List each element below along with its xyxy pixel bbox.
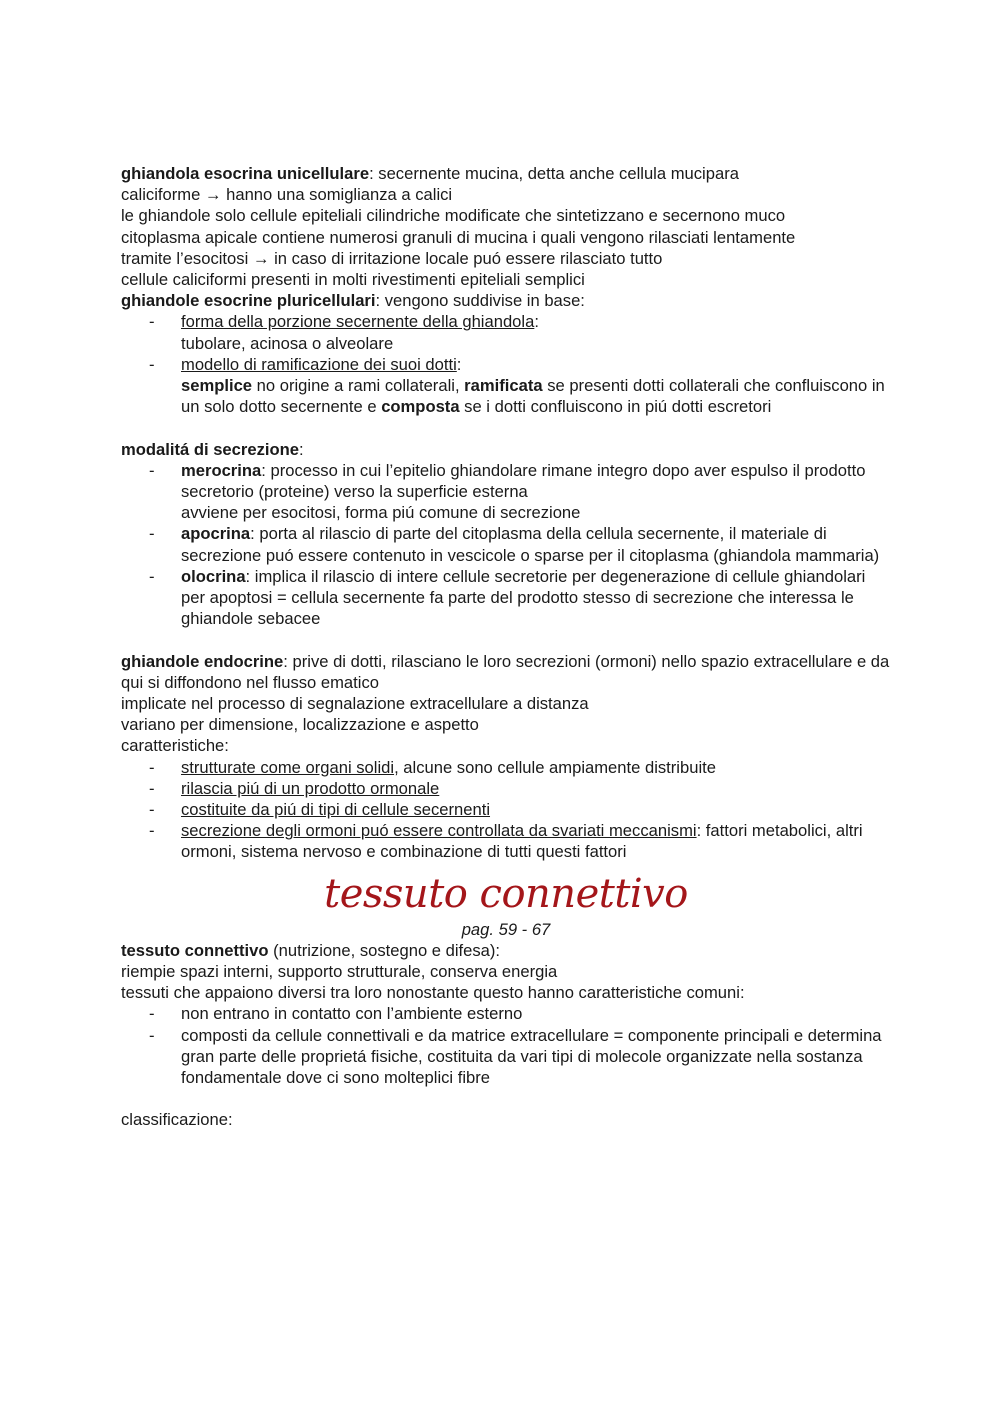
text-line: variano per dimensione, localizzazione e aspetto — [121, 715, 479, 735]
text-line: cellule caliciformi presenti in molti rivestimenti epiteliali semplici — [121, 270, 585, 290]
pluricellular-paragraph: ghiandole esocrine pluricellulari: vengono suddivise in base: — [121, 291, 585, 311]
secretion-heading: modalitá di secrezione: — [121, 439, 304, 459]
classification-label: classificazione: — [121, 1110, 233, 1130]
unicellular-term: ghiandola esocrina unicellulare — [121, 164, 370, 183]
page-reference: pag. 59 - 67 — [461, 919, 551, 939]
text-line: implicate nel processo di segnalazione extracellulare a distanza — [121, 694, 589, 714]
list-item: - apocrina: porta al rilascio di parte del citoplasma della cellula secernente, il materiale di secrezione puó essere contenuto in vescicole o sparse per il citoplasma (ghiandola mammaria) — [121, 523, 891, 565]
list-item: - rilascia piú di un prodotto ormonale — [121, 778, 891, 799]
secretion-list — [121, 460, 891, 630]
connective-term: tessuto connettivo — [121, 940, 269, 960]
text-line: tessuti che appaiono diversi tra loro nonostante questo hanno caratteristiche comuni: — [121, 983, 745, 1003]
list-item: - olocrina: implica il rilascio di intere cellule secretorie per degenerazione di cellule ghiandolari per apoptosi = cellula secernente fa parte del prodotto stesso di secrezione che interessa le ghiandole sebacee — [121, 566, 891, 630]
connective-paragraph: tessuto connettivo (nutrizione, sostegno e difesa): — [121, 940, 501, 960]
text-line: citoplasma apicale contiene numerosi granuli di mucina i quali vengono rilasciati lentamente — [121, 227, 796, 247]
text-line: le ghiandole solo cellule epiteliali cilindriche modificate che sintetizzano e secernono muco — [121, 206, 786, 226]
list-item: - merocrina: processo in cui l’epitelio ghiandolare rimane integro dopo aver espulso il prodotto secretorio (proteine) verso la superficie esterna avviene per esocitosi, forma piú comune di secrezione — [121, 460, 891, 524]
endocrine-list — [121, 757, 891, 863]
list-item: - non entrano in contatto con l’ambiente esterno — [121, 1003, 891, 1024]
pluricellular-list — [121, 311, 891, 417]
unicellular-paragraph: ghiandola esocrina unicellulare: secernente mucina, detta anche cellula mucipara caliciforme → hanno una somiglianza a calici — [121, 164, 739, 205]
document-page — [121, 163, 891, 1131]
text-line: riempie spazi interni, supporto strutturale, conserva energia — [121, 962, 558, 982]
endocrine-term: ghiandole endocrine — [121, 651, 284, 671]
connective-list — [121, 1003, 891, 1088]
text-line: caratteristiche: — [121, 736, 229, 756]
list-item: - strutturate come organi solidi, alcune sono cellule ampiamente distribuite — [121, 757, 891, 778]
list-item: - composti da cellule connettivali e da matrice extracellulare = componente principali e determina gran parte delle proprietá fisiche, costituita da vari tipi di molecole organizzate nella sostanza fondamentale dove ci sono molteplici fibre — [121, 1025, 891, 1089]
list-item: - costituite da piú di tipi di cellule secernenti — [121, 799, 891, 820]
list-item: - forma della porzione secernente della ghiandola: tubolare, acinosa o alveolare — [121, 311, 891, 353]
pluricellular-term: ghiandole esocrine pluricellulari — [121, 291, 376, 311]
section-title: tessuto connettivo — [324, 870, 688, 917]
list-item: - secrezione degli ormoni puó essere controllata da svariati meccanismi: fattori metabolici, altri ormoni, sistema nervoso e combinazione di tutti questi fattori — [121, 820, 891, 862]
list-item: - modello di ramificazione dei suoi dotti: semplice no origine a rami collaterali, ramificata se presenti dotti collaterali che confluiscono in un solo dotto secernente e composta se i dotti confluiscono in piú dotti escretori — [121, 354, 891, 418]
text-line: tramite l’esocitosi → in caso di irritazione locale puó essere rilasciato tutto — [121, 248, 663, 268]
endocrine-paragraph: ghiandole endocrine: prive di dotti, rilasciano le loro secrezioni (ormoni) nello spazio extracellulare e da qui si diffondono nel flusso ematico — [121, 651, 890, 692]
